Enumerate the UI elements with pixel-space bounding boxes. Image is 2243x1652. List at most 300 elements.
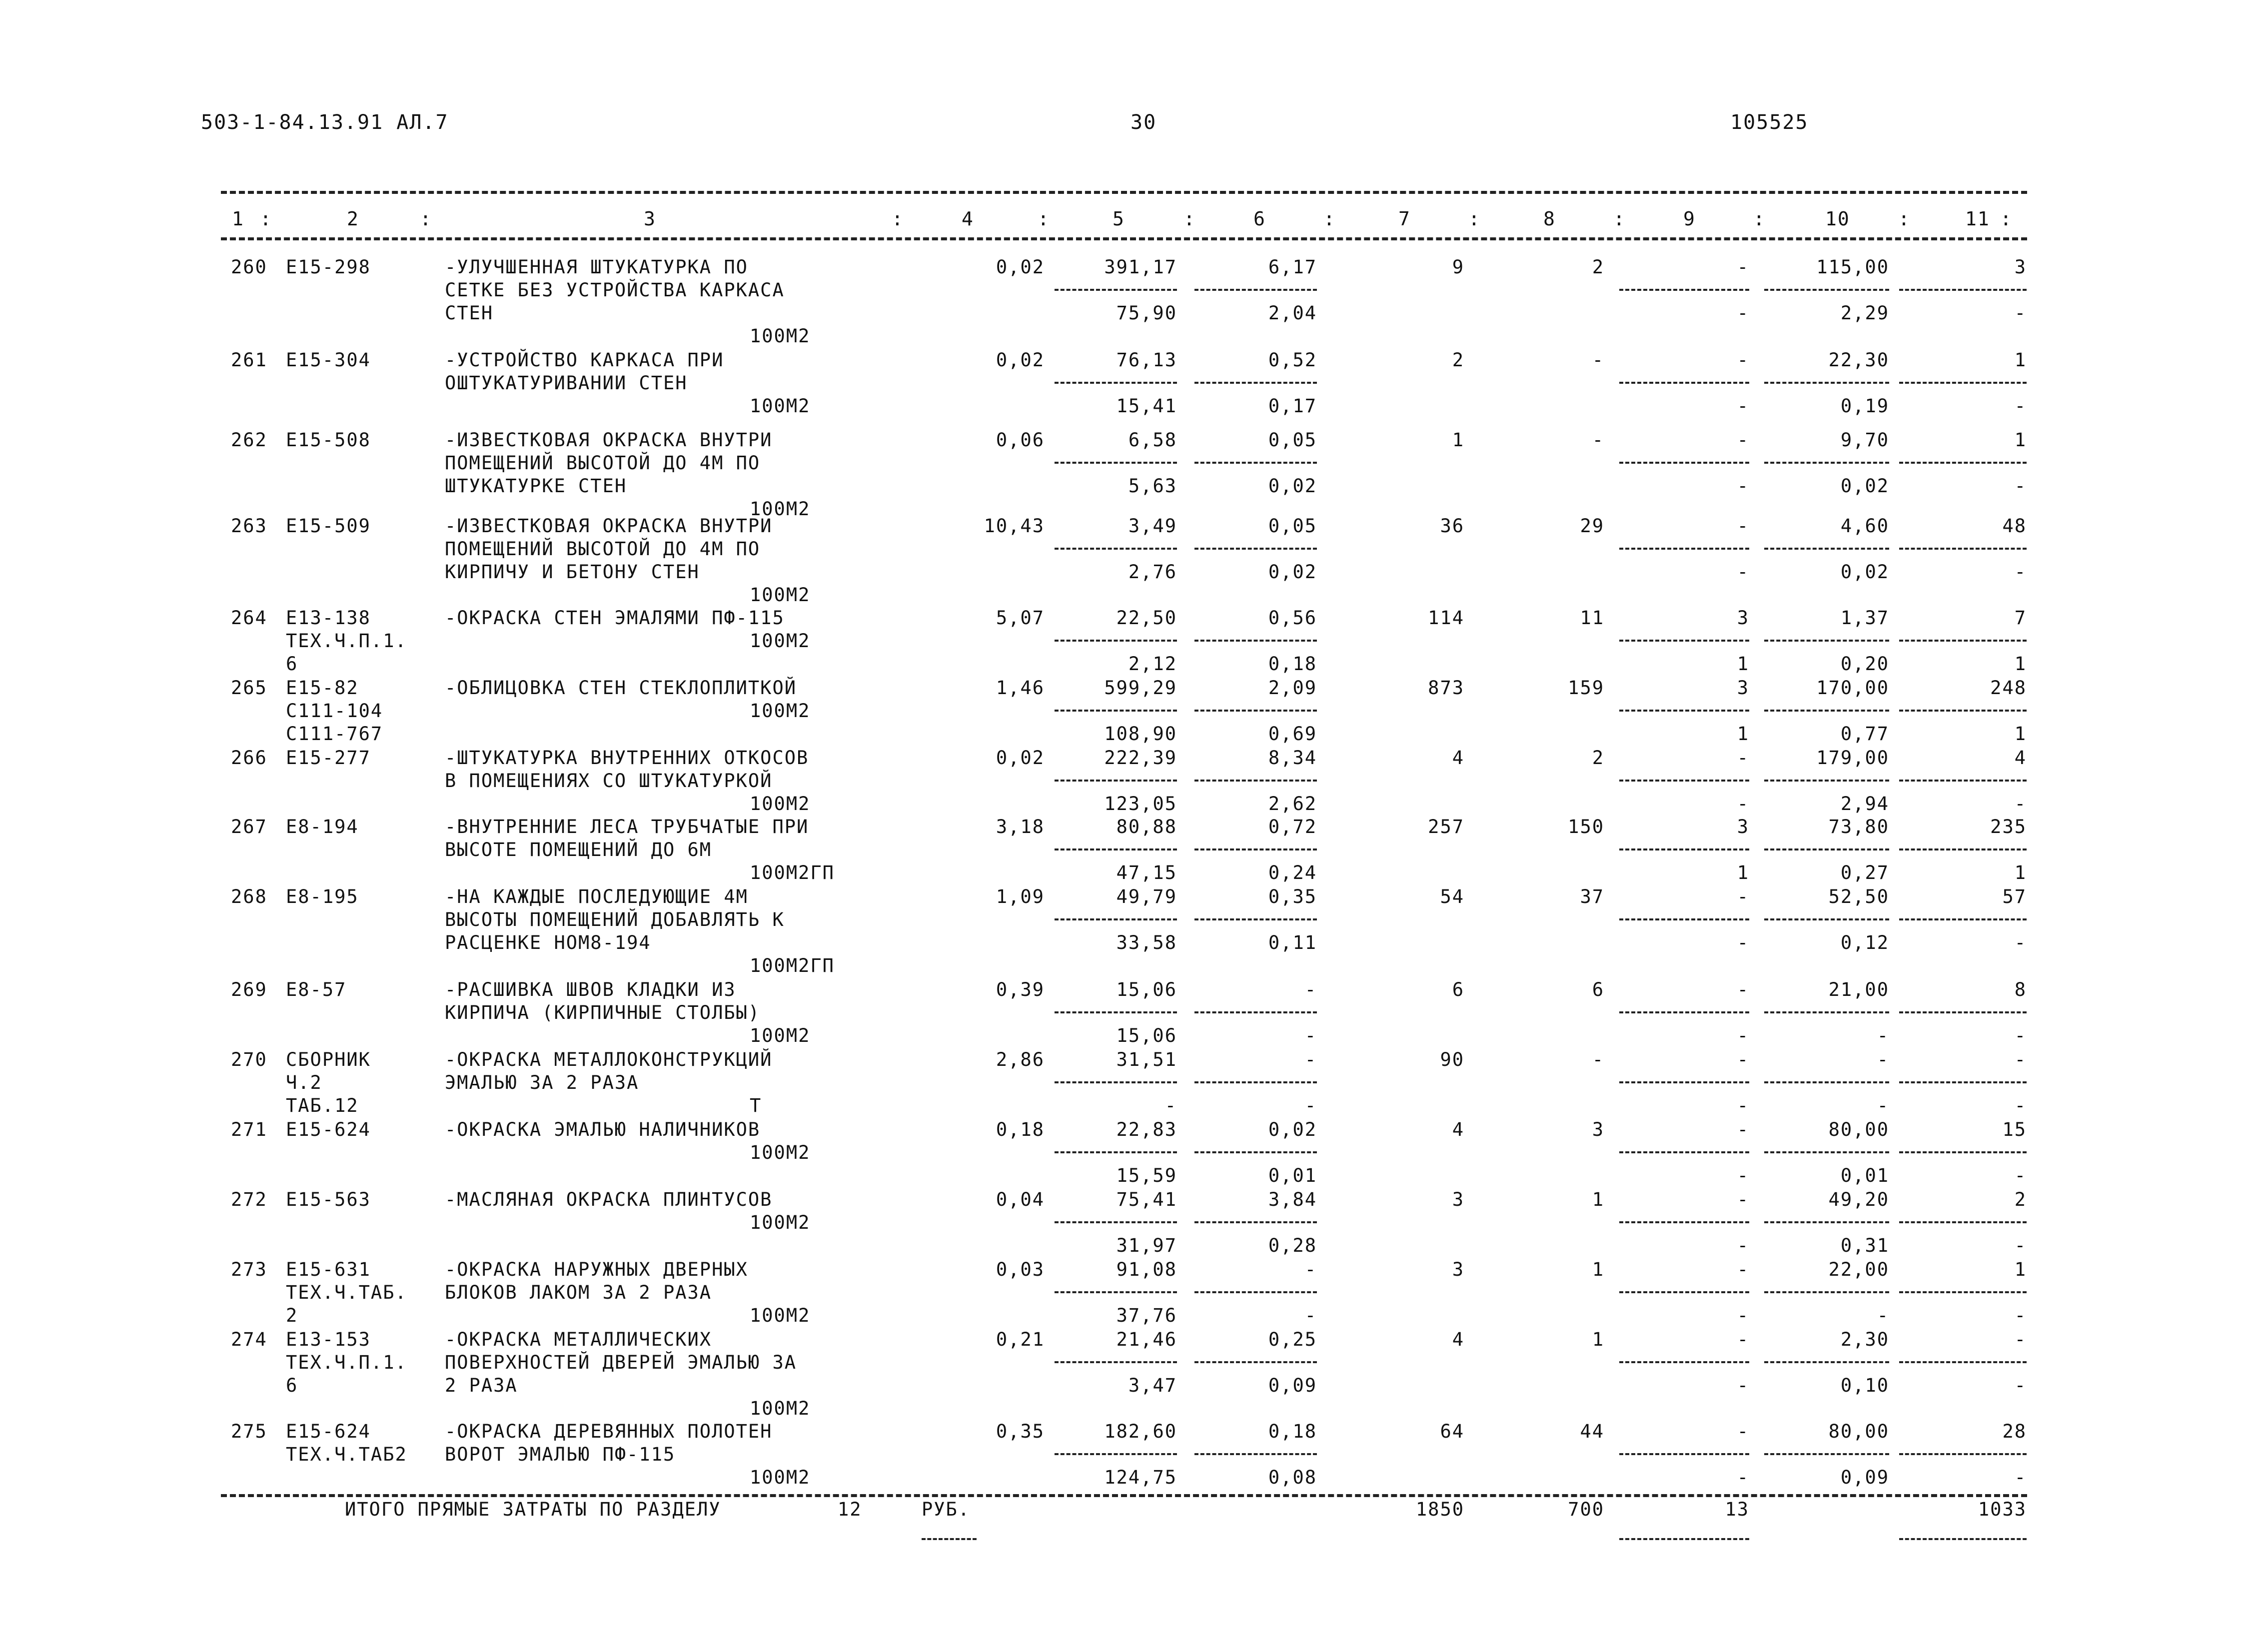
row-number: 270 [231, 1049, 267, 1070]
cell-separator [1194, 1361, 1317, 1363]
col-header-11: 11 [1965, 208, 1990, 230]
cell-separator [1899, 1291, 2027, 1293]
row-description: -РАСШИВКА ШВОВ КЛАДКИ ИЗ [445, 979, 736, 1000]
cell-separator [1619, 382, 1749, 384]
row-c8: 29 [1580, 515, 1604, 537]
cell-separator [1764, 1291, 1889, 1293]
cell-separator [1899, 918, 2027, 920]
row-number: 265 [231, 677, 267, 699]
row-c11: 4 [2014, 747, 2027, 769]
row-c11: 1 [2014, 429, 2027, 451]
row-code: 2 [286, 1305, 298, 1326]
row-c7: 3 [1452, 1259, 1464, 1280]
row-description: ПОМЕЩЕНИЙ ВЫСОТОЙ ДО 4М ПО [445, 538, 761, 560]
cell-separator [1619, 848, 1749, 850]
row-code: Е15-624 [286, 1119, 371, 1140]
row-c6-sub: 0,11 [1268, 932, 1317, 953]
row-c5: 76,13 [1116, 349, 1177, 371]
cell-separator [1194, 382, 1317, 384]
row-code: Е15-277 [286, 747, 371, 769]
row-c6: 2,09 [1268, 677, 1317, 699]
col-header-3: 3 [644, 208, 656, 230]
row-number: 263 [231, 515, 267, 537]
row-number: 273 [231, 1259, 267, 1280]
row-c6: 0,05 [1268, 515, 1317, 537]
row-c8: 6 [1592, 979, 1604, 1000]
total-c11: 1033 [1978, 1499, 2027, 1520]
cell-separator [1619, 1221, 1749, 1223]
row-c6-sub: - [1304, 1305, 1317, 1326]
row-c11: 248 [1990, 677, 2027, 699]
row-c10-sub: 2,94 [1840, 793, 1889, 815]
row-code: Е8-194 [286, 816, 359, 837]
row-code: ТАБ.12 [286, 1095, 359, 1116]
row-c11: 3 [2014, 256, 2027, 278]
row-c11-sub: - [2014, 395, 2027, 417]
cell-separator [1055, 462, 1177, 464]
col-header-4: 4 [962, 208, 974, 230]
cell-separator [1619, 1081, 1749, 1083]
row-description: ОШТУКАТУРИВАНИИ СТЕН [445, 372, 688, 394]
row-description: КИРПИЧА (КИРПИЧНЫЕ СТОЛБЫ) [445, 1002, 761, 1023]
row-c8: 1 [1592, 1259, 1604, 1280]
row-code: Е15-509 [286, 515, 371, 537]
row-c7: 90 [1440, 1049, 1464, 1070]
cell-separator [1764, 548, 1889, 550]
row-c10: 49,20 [1828, 1189, 1889, 1210]
row-c11: 15 [2002, 1119, 2027, 1140]
row-c5-sub: 108,90 [1104, 723, 1177, 745]
total-c7: 1850 [1415, 1499, 1464, 1520]
row-description: -ОБЛИЦОВКА СТЕН СТЕКЛОПЛИТКОЙ [445, 677, 797, 699]
row-number: 275 [231, 1421, 267, 1442]
row-c10-sub: 0,19 [1840, 395, 1889, 417]
row-c11: 235 [1990, 816, 2027, 837]
cell-separator [1194, 1011, 1317, 1013]
row-description: ПОМЕЩЕНИЙ ВЫСОТОЙ ДО 4М ПО [445, 452, 761, 474]
cell-separator [1194, 1221, 1317, 1223]
row-code: Ч.2 [286, 1072, 322, 1093]
row-c4: 0,18 [996, 1119, 1045, 1140]
cell-separator [1619, 1151, 1749, 1153]
row-description: -ОКРАСКА СТЕН ЭМАЛЯМИ ПФ-115 [445, 607, 785, 629]
row-c8: 3 [1592, 1119, 1604, 1140]
row-c10-sub: 0,27 [1840, 862, 1889, 883]
row-c4: 0,39 [996, 979, 1045, 1000]
row-number: 271 [231, 1119, 267, 1140]
row-c6-sub: 0,02 [1268, 475, 1317, 497]
row-c6-sub: 0,01 [1268, 1165, 1317, 1186]
row-c10-sub: 0,02 [1840, 561, 1889, 583]
cell-separator [1055, 780, 1177, 782]
cell-separator [1899, 848, 2027, 850]
cell-separator [1055, 548, 1177, 550]
row-code: 6 [286, 653, 298, 675]
row-c10-sub: 0,77 [1840, 723, 1889, 745]
row-c10: 170,00 [1816, 677, 1889, 699]
row-c11-sub: - [2014, 1235, 2027, 1256]
row-c9: - [1737, 429, 1749, 451]
cell-separator [1764, 1453, 1889, 1455]
row-code: Е8-57 [286, 979, 347, 1000]
row-c6: 0,25 [1268, 1329, 1317, 1350]
row-c9: 3 [1737, 607, 1749, 629]
cell-separator [1055, 382, 1177, 384]
row-c8: - [1592, 429, 1604, 451]
row-c6-sub: - [1304, 1025, 1317, 1046]
cell-separator [1055, 848, 1177, 850]
row-c6: 3,84 [1268, 1189, 1317, 1210]
table-header-rule [221, 237, 2027, 240]
row-c6-sub: 0,09 [1268, 1375, 1317, 1396]
row-c7: 4 [1452, 1329, 1464, 1350]
row-c7: 9 [1452, 256, 1464, 278]
cell-separator [1619, 1361, 1749, 1363]
row-c6-sub: 0,17 [1268, 395, 1317, 417]
row-code: Е15-563 [286, 1189, 371, 1210]
row-c6-sub: 0,69 [1268, 723, 1317, 745]
row-c10-sub: - [1877, 1305, 1889, 1326]
row-c10-sub: 0,01 [1840, 1165, 1889, 1186]
cell-separator [1899, 289, 2027, 291]
cell-separator [1194, 640, 1317, 642]
cell-separator [1764, 710, 1889, 712]
row-c4: 0,03 [996, 1259, 1045, 1280]
cell-separator [1194, 462, 1317, 464]
row-unit: 100М2 [750, 1025, 811, 1046]
row-c7: 6 [1452, 979, 1464, 1000]
total-label: ИТОГО ПРЯМЫЕ ЗАТРАТЫ ПО РАЗДЕЛУ [345, 1499, 721, 1520]
row-description: БЛОКОВ ЛАКОМ ЗА 2 РАЗА [445, 1282, 712, 1303]
row-c11: 57 [2002, 886, 2027, 907]
cell-separator [1194, 710, 1317, 712]
row-code: С111-767 [286, 723, 383, 745]
row-c11: - [2014, 1329, 2027, 1350]
row-c6-sub: 0,02 [1268, 561, 1317, 583]
col-header-2: 2 [347, 208, 359, 230]
row-c9-sub: - [1737, 1467, 1749, 1488]
row-number: 266 [231, 747, 267, 769]
row-c5-sub: 33,58 [1116, 932, 1177, 953]
row-c5: 3,49 [1128, 515, 1177, 537]
row-description: -ОКРАСКА МЕТАЛЛИЧЕСКИХ [445, 1329, 712, 1350]
cell-separator [1194, 1151, 1317, 1153]
row-c4: 0,06 [996, 429, 1045, 451]
cell-separator [1899, 462, 2027, 464]
cell-separator [1194, 1291, 1317, 1293]
row-code: Е8-195 [286, 886, 359, 907]
row-c6-sub: 0,18 [1268, 653, 1317, 675]
cell-separator [1055, 1151, 1177, 1153]
cell-separator [1899, 710, 2027, 712]
cell-separator [1055, 1221, 1177, 1223]
row-c5: 80,88 [1116, 816, 1177, 837]
row-c9: - [1737, 1421, 1749, 1442]
row-c11-sub: 1 [2014, 862, 2027, 883]
page-number: 30 [1130, 111, 1157, 134]
row-c11-sub: - [2014, 1375, 2027, 1396]
row-c10: 115,00 [1816, 256, 1889, 278]
cell-separator [1764, 1081, 1889, 1083]
row-c5: 22,83 [1116, 1119, 1177, 1140]
row-c10: 80,00 [1828, 1421, 1889, 1442]
row-c6: 8,34 [1268, 747, 1317, 769]
row-description: СТЕН [445, 302, 494, 324]
cell-separator [1899, 640, 2027, 642]
row-code: Е15-624 [286, 1421, 371, 1442]
row-c11: 28 [2002, 1421, 2027, 1442]
row-c8: 1 [1592, 1189, 1604, 1210]
row-code: Е15-631 [286, 1259, 371, 1280]
row-c10: 21,00 [1828, 979, 1889, 1000]
row-c7: 3 [1452, 1189, 1464, 1210]
row-c8: - [1592, 349, 1604, 371]
row-c9-sub: - [1737, 1305, 1749, 1326]
row-c5-sub: 47,15 [1116, 862, 1177, 883]
cell-separator [1764, 1151, 1889, 1153]
row-c9: - [1737, 1329, 1749, 1350]
row-c7: 873 [1428, 677, 1464, 699]
row-c11: 1 [2014, 349, 2027, 371]
table-top-rule [221, 191, 2027, 194]
row-c5: 49,79 [1116, 886, 1177, 907]
doc-code: 503-1-84.13.91 АЛ.7 [201, 111, 449, 134]
row-description: СЕТКЕ БЕЗ УСТРОЙСТВА КАРКАСА [445, 279, 785, 301]
row-code: ТЕХ.Ч.ТАБ2 [286, 1444, 407, 1465]
row-c9: - [1737, 1259, 1749, 1280]
row-c6: 0,02 [1268, 1119, 1317, 1140]
row-c7: 2 [1452, 349, 1464, 371]
row-description: РАСЦЕНКЕ НОМ8-194 [445, 932, 651, 953]
cell-separator [1764, 918, 1889, 920]
row-c5: 599,29 [1104, 677, 1177, 699]
row-c7: 54 [1440, 886, 1464, 907]
row-description: В ПОМЕЩЕНИЯХ СО ШТУКАТУРКОЙ [445, 770, 773, 792]
cell-separator [1619, 780, 1749, 782]
row-c10: 80,00 [1828, 1119, 1889, 1140]
row-description: -ИЗВЕСТКОВАЯ ОКРАСКА ВНУТРИ [445, 429, 773, 451]
cell-separator [1055, 640, 1177, 642]
cell-separator [1194, 289, 1317, 291]
cell-separator [1055, 289, 1177, 291]
row-c6: 0,56 [1268, 607, 1317, 629]
cell-separator [1055, 1291, 1177, 1293]
row-c5-sub: 5,63 [1128, 475, 1177, 497]
row-number: 272 [231, 1189, 267, 1210]
row-c7: 257 [1428, 816, 1464, 837]
row-c6: - [1304, 979, 1317, 1000]
row-c8: 11 [1580, 607, 1604, 629]
row-c11-sub: - [2014, 561, 2027, 583]
cell-separator [1899, 1361, 2027, 1363]
row-number: 269 [231, 979, 267, 1000]
row-unit: 100М2ГП [750, 862, 835, 883]
row-c8: 37 [1580, 886, 1604, 907]
cell-separator [1899, 1453, 2027, 1455]
row-c11: 7 [2014, 607, 2027, 629]
row-description: -ОКРАСКА ЭМАЛЬЮ НАЛИЧНИКОВ [445, 1119, 761, 1140]
cell-separator [1055, 1453, 1177, 1455]
total-c9: 13 [1725, 1499, 1749, 1520]
row-description: -УЛУЧШЕННАЯ ШТУКАТУРКА ПО [445, 256, 748, 278]
col-header-9: 9 [1683, 208, 1696, 230]
cell-separator [1619, 640, 1749, 642]
row-code: 6 [286, 1375, 298, 1396]
row-description: ЭМАЛЬЮ ЗА 2 РАЗА [445, 1072, 639, 1093]
row-description: -МАСЛЯНАЯ ОКРАСКА ПЛИНТУСОВ [445, 1189, 773, 1210]
row-c10: 9,70 [1840, 429, 1889, 451]
row-c10: 22,30 [1828, 349, 1889, 371]
cell-separator [1899, 1221, 2027, 1223]
cell-separator [1619, 918, 1749, 920]
row-description: -ОКРАСКА НАРУЖНЫХ ДВЕРНЫХ [445, 1259, 748, 1280]
row-c7: 1 [1452, 429, 1464, 451]
row-c6: 6,17 [1268, 256, 1317, 278]
row-unit: 100М2 [750, 630, 811, 652]
cell-separator [1055, 1081, 1177, 1083]
row-c9-sub: - [1737, 1375, 1749, 1396]
row-unit: 100М2 [750, 793, 811, 815]
row-c11: - [2014, 1049, 2027, 1070]
cell-separator [1619, 710, 1749, 712]
row-description: ВЫСОТЕ ПОМЕЩЕНИЙ ДО 6М [445, 839, 712, 860]
row-unit: 100М2 [750, 395, 811, 417]
row-c4: 10,43 [984, 515, 1045, 537]
row-c5-sub: 75,90 [1116, 302, 1177, 324]
table-bottom-rule [221, 1494, 2027, 1497]
row-c9-sub: - [1737, 475, 1749, 497]
row-unit: 100М2 [750, 700, 811, 722]
col-header-10: 10 [1825, 208, 1850, 230]
row-c5-sub: 37,76 [1116, 1305, 1177, 1326]
cell-separator [1764, 780, 1889, 782]
row-c5: 391,17 [1104, 256, 1177, 278]
row-c5-sub: 15,41 [1116, 395, 1177, 417]
row-unit: 100М2 [750, 325, 811, 347]
row-c10-sub: 0,10 [1840, 1375, 1889, 1396]
row-c5-sub: 15,06 [1116, 1025, 1177, 1046]
row-c4: 2,86 [996, 1049, 1045, 1070]
row-c9-sub: - [1737, 1165, 1749, 1186]
row-c7: 64 [1440, 1421, 1464, 1442]
row-code: С111-104 [286, 700, 383, 722]
row-code: ТЕХ.Ч.П.1. [286, 1352, 407, 1373]
row-code: Е13-153 [286, 1329, 371, 1350]
cell-separator [1055, 1011, 1177, 1013]
row-c6: 0,52 [1268, 349, 1317, 371]
row-c5: 182,60 [1104, 1421, 1177, 1442]
row-c5-sub: 15,59 [1116, 1165, 1177, 1186]
row-c11-sub: - [2014, 793, 2027, 815]
row-c4: 3,18 [996, 816, 1045, 837]
row-c9-sub: - [1737, 1025, 1749, 1046]
row-c4: 0,21 [996, 1329, 1045, 1350]
row-c9-sub: 1 [1737, 862, 1749, 883]
row-c6: 0,72 [1268, 816, 1317, 837]
row-code: Е15-82 [286, 677, 359, 699]
row-c11-sub: - [2014, 475, 2027, 497]
row-description: -ОКРАСКА ДЕРЕВЯННЫХ ПОЛОТЕН [445, 1421, 773, 1442]
row-number: 274 [231, 1329, 267, 1350]
row-c8: 2 [1592, 256, 1604, 278]
row-c9-sub: - [1737, 1095, 1749, 1116]
cell-separator [1764, 1361, 1889, 1363]
col-header-1: 1 [232, 208, 244, 230]
cell-separator [1764, 462, 1889, 464]
cell-separator [1619, 289, 1749, 291]
row-description: -УСТРОЙСТВО КАРКАСА ПРИ [445, 349, 724, 371]
row-unit: 100М2ГП [750, 955, 835, 976]
row-code: СБОРНИК [286, 1049, 371, 1070]
row-c9: 3 [1737, 677, 1749, 699]
row-c5-sub: 123,05 [1104, 793, 1177, 815]
row-c11-sub: 1 [2014, 723, 2027, 745]
row-number: 260 [231, 256, 267, 278]
row-c11: 2 [2014, 1189, 2027, 1210]
row-c6-sub: 2,62 [1268, 793, 1317, 815]
row-description: КИРПИЧУ И БЕТОНУ СТЕН [445, 561, 700, 583]
cell-separator [1619, 1291, 1749, 1293]
cell-separator [1899, 1151, 2027, 1153]
row-c10: 4,60 [1840, 515, 1889, 537]
row-c6: 0,05 [1268, 429, 1317, 451]
row-c11: 8 [2014, 979, 2027, 1000]
row-c10-sub: 0,31 [1840, 1235, 1889, 1256]
row-c7: 4 [1452, 1119, 1464, 1140]
row-c7: 114 [1428, 607, 1464, 629]
row-c9-sub: - [1737, 302, 1749, 324]
total-c9-underline [1619, 1538, 1749, 1540]
row-c10: 2,30 [1840, 1329, 1889, 1350]
row-c11-sub: - [2014, 1095, 2027, 1116]
total-currency-underline [922, 1538, 977, 1540]
row-c10: 52,50 [1828, 886, 1889, 907]
row-c11-sub: - [2014, 1025, 2027, 1046]
row-c4: 0,35 [996, 1421, 1045, 1442]
cell-separator [1055, 710, 1177, 712]
row-c9-sub: 1 [1737, 653, 1749, 675]
row-c5: 15,06 [1116, 979, 1177, 1000]
row-unit: 100М2 [750, 1305, 811, 1326]
row-description: ВЫСОТЫ ПОМЕЩЕНИЙ ДОБАВЛЯТЬ К [445, 909, 785, 930]
column-header-row: 1 : 2 : 3 : 4 : 5 : 6 : 7 : 8 : 9 : 10 : 11 : [232, 208, 2013, 230]
cell-separator [1619, 462, 1749, 464]
row-c4: 0,02 [996, 349, 1045, 371]
row-c7: 36 [1440, 515, 1464, 537]
row-c8: - [1592, 1049, 1604, 1070]
cell-separator [1764, 848, 1889, 850]
row-c9: - [1737, 349, 1749, 371]
row-c6-sub: 0,28 [1268, 1235, 1317, 1256]
cell-separator [1194, 918, 1317, 920]
row-c5-sub: 2,76 [1128, 561, 1177, 583]
row-c5: 222,39 [1104, 747, 1177, 769]
row-c9-sub: 1 [1737, 723, 1749, 745]
row-description: ПОВЕРХНОСТЕЙ ДВЕРЕЙ ЭМАЛЬЮ ЗА [445, 1352, 797, 1373]
cell-separator [1899, 382, 2027, 384]
row-c6: 0,18 [1268, 1421, 1317, 1442]
row-c11-sub: - [2014, 302, 2027, 324]
row-c9: - [1737, 1119, 1749, 1140]
row-c10-sub: 2,29 [1840, 302, 1889, 324]
row-c4: 0,02 [996, 747, 1045, 769]
cell-separator [1619, 548, 1749, 550]
row-c5-sub: 31,97 [1116, 1235, 1177, 1256]
row-c10-sub: 0,02 [1840, 475, 1889, 497]
cell-separator [1194, 1081, 1317, 1083]
row-c11-sub: - [2014, 1165, 2027, 1186]
row-c4: 0,04 [996, 1189, 1045, 1210]
